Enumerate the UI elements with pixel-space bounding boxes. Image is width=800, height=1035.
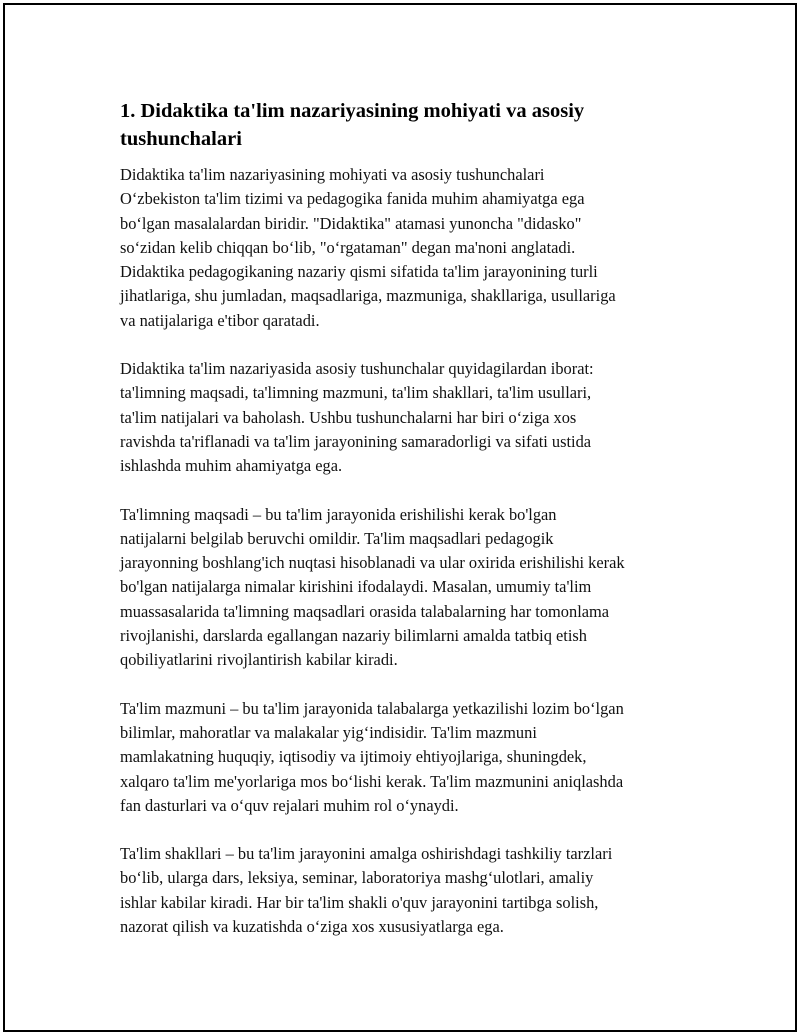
paragraph-learning-forms: Ta'lim shakllari – bu ta'lim jarayonini amalga oshirishdagi tashkiliy tarzlari bo‘lib, ularga dars, leksiya, seminar, laboratoriya mashg‘ulotlari, amaliy ishlar kabilar kiradi. Har bir ta'lim shakli o'quv jarayonini tartibga solish, nazorat qilish va kuzatishda o‘ziga xos xususiyatlarga ega. [120, 844, 613, 937]
paragraph-learning-content: Ta'lim mazmuni – bu ta'lim jarayonida talabalarga yetkazilishi lozim bo‘lgan bilimlar, mahoratlar va malakalar yig‘indisidir. Ta'lim mazmuni mamlakatning huquqiy, iqtisodiy va ijtimoiy ehtiyojlariga, shuningdek, xalqaro ta'lim me'yorlariga mos bo‘lishi kerak. Ta'lim mazmunini aniqlashda fan dasturlari va o‘quv rejalari muhim rol o‘ynaydi. [120, 698, 624, 815]
paragraph-basic-concepts: Didaktika ta'lim nazariyasida asosiy tushunchalar quyidagilardan iborat: ta'limning maqsadi, ta'limning mazmuni, ta'lim shakllari, ta'lim usullari, ta'lim natijalari va baholash. Ushbu tushunchalarni har biri o‘ziga xos ravishda ta'riflanadi va ta'lim jarayonining samaradorligi va sifati ustida ishlashda muhim ahamiyatga ega. [120, 359, 594, 476]
document-body [120, 97, 692, 963]
document-page [3, 3, 797, 1032]
paragraph-introduction: Didaktika ta'lim nazariyasining mohiyati va asosiy tushunchalari O‘zbekiston ta'lim tizimi va pedagogika fanida muhim ahamiyatga ega bo‘lgan masalalardan biridir. "Didaktika" atamasi yunoncha "didasko" so‘zidan kelib chiqqan bo‘lib, "o‘rgataman" degan ma'noni anglatadi. Didaktika pedagogikaning nazariy qismi sifatida ta'lim jarayonining turli jihatlariga, shu jumladan, maqsadlariga, mazmuniga, shakllariga, usullariga va natijalariga e'tibor qaratadi. [120, 165, 616, 330]
paragraph-learning-goal: Ta'limning maqsadi – bu ta'lim jarayonida erishilishi kerak bo'lgan natijalarni belgilab beruvchi omildir. Ta'lim maqsadlari pedagogik jarayonning boshlang'ich nuqtasi hisoblanadi va ular oxirida erishilishi kerak bo'lgan natijalarga nimalar kirishini ifodalaydi. Masalan, umumiy ta'lim muassasalarida ta'limning maqsadlari orasida talabalarning har tomonlama rivojlanishi, darslarda egallangan nazariy bilimlarni amalda tatbiq etish qobiliyatlarini rivojlantirish kabilar kiradi. [120, 504, 625, 670]
document-title: 1. Didaktika ta'lim nazariyasining mohiyati va asosiy tushunchalari [120, 100, 585, 150]
